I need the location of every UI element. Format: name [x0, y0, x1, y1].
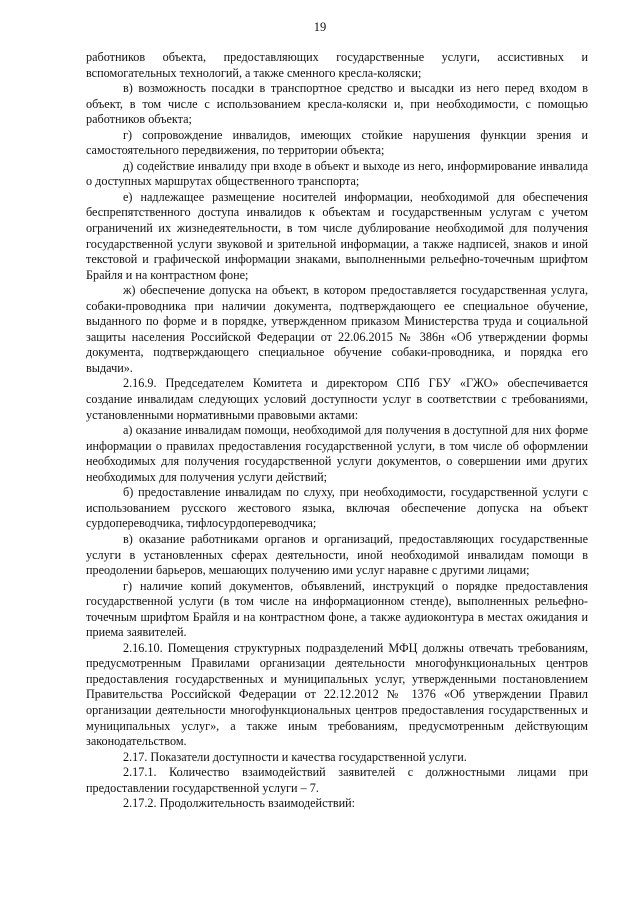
- paragraph-item-a: а) оказание инвалидам помощи, необходимой для получения в доступной для них форме информации о правилах предоставления государственной услуги, в том числе об оформлении необходимых для получения государственной услуги документов, о совершении ими других необходимых для получения услуги действий;: [86, 423, 588, 484]
- paragraph-item-d: д) содействие инвалиду при входе в объект и выходе из него, информирование инвалида о доступных маршрутах общественного транспорта;: [86, 158, 588, 189]
- paragraph-item-v-2: в) оказание работниками органов и организаций, предоставляющих государственные услуги в установленных сферах деятельности, иной необходимой инвалидам помощи в преодолении барьеров, мешающих получению ими услуг наравне с другими лицами;: [86, 531, 588, 578]
- document-body: [86, 50, 588, 812]
- paragraph-item-e: е) надлежащее размещение носителей информации, необходимой для обеспечения беспрепятственного доступа инвалидов к объектам и государственным услугам с учетом ограничений их жизнедеятельности, в том числе дублирование необходимой для получения государственной услуги звуковой и зрительной информации, а также надписей, знаков и иной текстовой и графической информации знаками, выполненными рельефно-точечным шрифтом Брайля и на контрастном фоне;: [86, 189, 588, 282]
- paragraph-2-17-2: 2.17.2. Продолжительность взаимодействий:: [123, 796, 356, 811]
- paragraph-item-b: б) предоставление инвалидам по слуху, при необходимости, государственной услуги с использованием русского жестового языка, включая обеспечение допуска на объект сурдопереводчика, тифлосурдопереводчика;: [86, 485, 588, 531]
- page-number: 19: [313, 20, 327, 34]
- paragraph-2-16-10: 2.16.10. Помещения структурных подразделений МФЦ должны отвечать требованиям, предусмотренным Правилами организации деятельности многофункциональных центров предоставления государственных и муниципальных услуг, утвержденными постановлением Правительства Российской Федерации от 22.12.2012 № 1376 «Об утверждении Правил организации деятельности многофункциональных центров предоставления государственных и муниципальных услуг», а также иным требованиям, предусмотренным действующим законодательством.: [86, 640, 588, 749]
- paragraph-item-g: г) сопровождение инвалидов, имеющих стойкие нарушения функции зрения и самостоятельного передвижения, по территории объекта;: [86, 127, 588, 158]
- paragraph-item-zh: ж) обеспечение допуска на объект, в котором предоставляется государственная услуга, собаки-проводника при наличии документа, подтверждающего ее специальное обучение, выданного по форме и в порядке, утвержденном приказом Министерства труда и социальной защиты населения Российской Федерации от 22.06.2015 № 386н «Об утверждении формы документа, подтверждающего специальное обучение собаки-проводника, и порядка его выдачи».: [86, 283, 588, 375]
- paragraph-2-17: 2.17. Показатели доступности и качества государственной услуги.: [123, 749, 467, 764]
- paragraph-2-16-9: 2.16.9. Председателем Комитета и директором СПб ГБУ «ГЖО» обеспечивается создание инвалидам следующих условий доступности услуг в соответствии с требованиями, установленными нормативными правовыми актами:: [86, 376, 588, 422]
- paragraph-continuation: работников объекта, предоставляющих государственные услуги, ассистивных и вспомогательных технологий, а также сменного кресла-коляски;: [86, 50, 588, 80]
- paragraph-2-17-1: 2.17.1. Количество взаимодействий заявителей с должностными лицами при предоставлении государственной услуги – 7.: [86, 765, 588, 795]
- paragraph-item-g-2: г) наличие копий документов, объявлений, инструкций о порядке предоставления государственной услуги (в том числе на информационном стенде), выполненных рельефно-точечным шрифтом Брайля и на контрастном фоне, а также аудиоконтура в местах ожидания и приема заявителей.: [86, 578, 588, 640]
- paragraph-item-v: в) возможность посадки в транспортное средство и высадки из него перед входом в объект, в том числе с использованием кресла-коляски и, при необходимости, с помощью работников объекта;: [86, 81, 588, 127]
